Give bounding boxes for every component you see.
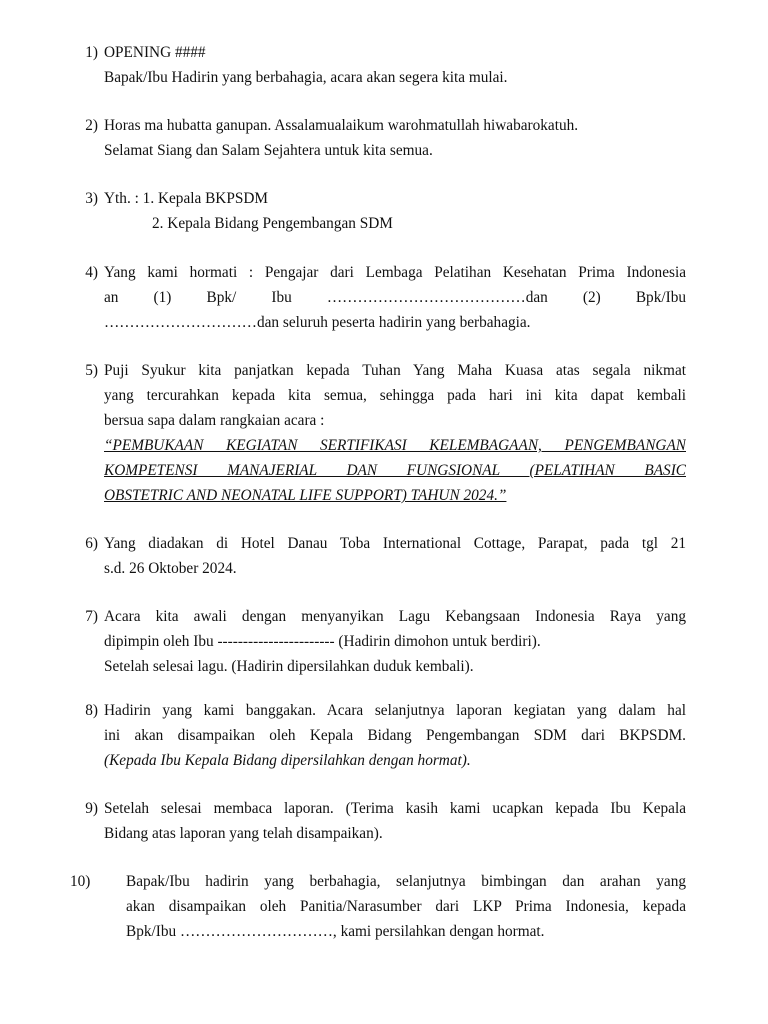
item-4-line-3: …………………………dan seluruh peserta hadirin yang berbahagia. — [104, 314, 531, 331]
item-10-line-3: Bpk/Ibu …………………………, kami persilahkan dengan hormat. — [126, 923, 545, 940]
item-number: 3) — [85, 190, 98, 207]
item-1-heading: OPENING #### — [104, 44, 206, 61]
item-8-line-1: Hadirin yang kami banggakan. Acara selanjutnya laporan kegiatan yang dalam hal — [104, 702, 686, 719]
item-5-line-3: bersua sapa dalam rangkaian acara : — [104, 412, 325, 429]
item-7-line-1: Acara kita awali dengan menyanyikan Lagu Kebangsaan Indonesia Raya yang — [104, 608, 686, 625]
item-body — [104, 358, 686, 508]
item-5-line-1: Puji Syukur kita panjatkan kepada Tuhan Yang Maha Kuasa atas segala nikmat — [104, 362, 686, 379]
item-8-line-2: ini akan disampaikan oleh Kepala Bidang Pengembangan SDM dari BKPSDM. — [104, 727, 686, 744]
item-number: 4) — [85, 264, 98, 281]
event-title-line-1: “PEMBUKAAN KEGIATAN SERTIFIKASI KELEMBAGAAN, PENGEMBANGAN — [104, 437, 686, 454]
item-7-line-2: dipimpin oleh Ibu ----------------------- (Hadirin dimohon untuk berdiri). — [104, 633, 541, 650]
item-10-line-2: akan disampaikan oleh Panitia/Narasumber dari LKP Prima Indonesia, kepada — [126, 898, 686, 915]
item-body — [104, 604, 686, 679]
item-number: 8) — [85, 702, 98, 719]
item-8-line-3: (Kepada Ibu Kepala Bidang dipersilahkan dengan hormat). — [104, 752, 471, 769]
item-body — [104, 40, 686, 90]
item-number: 2) — [85, 117, 98, 134]
item-5-line-2: yang tercurahkan kepada kita semua, sehingga pada hari ini kita dapat kembali — [104, 387, 686, 404]
item-6-line-1: Yang diadakan di Hotel Danau Toba International Cottage, Parapat, pada tgl 21 — [104, 535, 686, 552]
item-number: 6) — [85, 535, 98, 552]
item-6-line-2: s.d. 26 Oktober 2024. — [104, 560, 237, 577]
item-body — [104, 186, 686, 236]
item-3-line-1: Yth. : 1. Kepala BKPSDM — [104, 190, 269, 207]
item-2-line-1: Horas ma hubatta ganupan. Assalamualaikum warohmatullah hiwabarokatuh. — [104, 117, 579, 134]
item-3-line-2: 2. Kepala Bidang Pengembangan SDM — [152, 215, 393, 232]
item-number: 9) — [85, 800, 98, 817]
item-body — [104, 796, 686, 846]
item-body — [104, 260, 686, 335]
event-title-line-3: OBSTETRIC AND NEONATAL LIFE SUPPORT) TAHUN 2024.” — [104, 487, 507, 504]
item-9-line-1: Setelah selesai membaca laporan. (Terima kasih kami ucapkan kepada Ibu Kepala — [104, 800, 686, 817]
item-number: 10) — [70, 873, 91, 890]
event-title-line-2: KOMPETENSI MANAJERIAL DAN FUNGSIONAL (PELATIHAN BASIC — [104, 462, 686, 479]
item-7-line-3: Setelah selesai lagu. (Hadirin dipersilahkan duduk kembali). — [104, 658, 474, 675]
item-number: 7) — [85, 608, 98, 625]
item-9-line-2: Bidang atas laporan yang telah disampaikan). — [104, 825, 383, 842]
item-1-line-2: Bapak/Ibu Hadirin yang berbahagia, acara akan segera kita mulai. — [104, 69, 508, 86]
item-body — [104, 698, 686, 773]
item-2-line-2: Selamat Siang dan Salam Sejahtera untuk kita semua. — [104, 142, 433, 159]
item-body — [104, 531, 686, 581]
item-body — [126, 869, 686, 944]
item-4-line-2: an (1) Bpk/ Ibu …………………………………dan (2) Bpk/Ibu — [104, 289, 686, 306]
item-4-line-1: Yang kami hormati : Pengajar dari Lembaga Pelatihan Kesehatan Prima Indonesia — [104, 264, 686, 281]
item-number: 1) — [85, 44, 98, 61]
item-body — [104, 113, 686, 163]
item-number: 5) — [85, 362, 98, 379]
item-10-line-1: Bapak/Ibu hadirin yang berbahagia, selanjutnya bimbingan dan arahan yang — [126, 873, 686, 890]
